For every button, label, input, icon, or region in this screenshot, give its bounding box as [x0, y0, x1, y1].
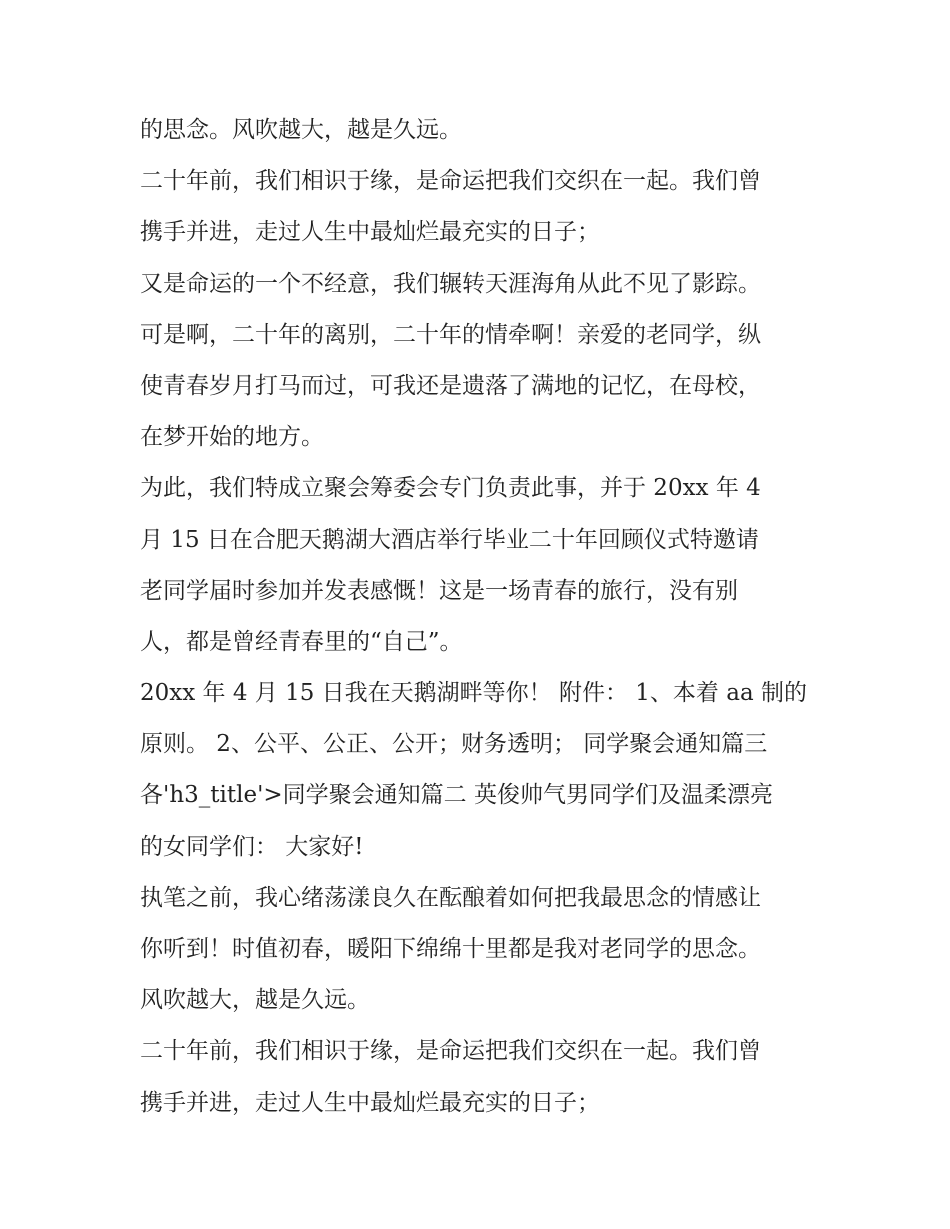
body-text [140, 105, 820, 1129]
text-line: 的思念。风吹越大，越是久远。 [140, 117, 462, 143]
text-line: 二十年前，我们相识于缘，是命运把我们交织在一起。我们曾 [140, 1038, 761, 1065]
text-line: 在梦开始的地方。 [140, 424, 324, 451]
text-line: 20xx 年 4 月 15 日我在天鹅湖畔等你！ 附件： 1、本着 aa 制的 [140, 680, 807, 707]
text-line: 各'h3_title'>同学聚会通知篇二 英俊帅气男同学们及温柔漂亮 [140, 782, 773, 809]
text-line: 月 15 日在合肥天鹅湖大酒店举行毕业二十年回顾仪式特邀请 [140, 526, 759, 553]
text-line: 又是命运的一个不经意，我们辗转天涯海角从此不见了影踪。 [140, 270, 761, 297]
text-line: 携手并进，走过人生中最灿烂最充实的日子； [140, 1089, 600, 1116]
text-line: 人，都是曾经青春里的“自己”。 [140, 628, 463, 655]
text-line: 原则。 2、公平、公正、公开；财务透明； 同学聚会通知篇三 [140, 731, 768, 758]
text-line: 的女同学们： 大家好! [140, 833, 364, 860]
text-line: 使青春岁月打马而过，可我还是遗落了满地的记忆，在母校， [140, 372, 761, 399]
text-line: 你听到！时值初春，暖阳下绵绵十里都是我对老同学的思念。 [140, 936, 761, 962]
text-line: 执笔之前，我心绪荡漾良久在酝酿着如何把我最思念的情感让 [140, 884, 761, 911]
text-line: 风吹越大，越是久远。 [140, 987, 370, 1014]
text-line: 可是啊，二十年的离别，二十年的情牵啊！亲爱的老同学，纵 [140, 321, 761, 348]
text-line: 老同学届时参加并发表感慨！这是一场青春的旅行，没有别 [140, 577, 738, 604]
text-line: 二十年前，我们相识于缘，是命运把我们交织在一起。我们曾 [140, 168, 761, 195]
text-line: 携手并进，走过人生中最灿烂最充实的日子； [140, 219, 600, 246]
text-line: 为此，我们特成立聚会筹委会专门负责此事，并于 20xx 年 4 [140, 475, 761, 502]
